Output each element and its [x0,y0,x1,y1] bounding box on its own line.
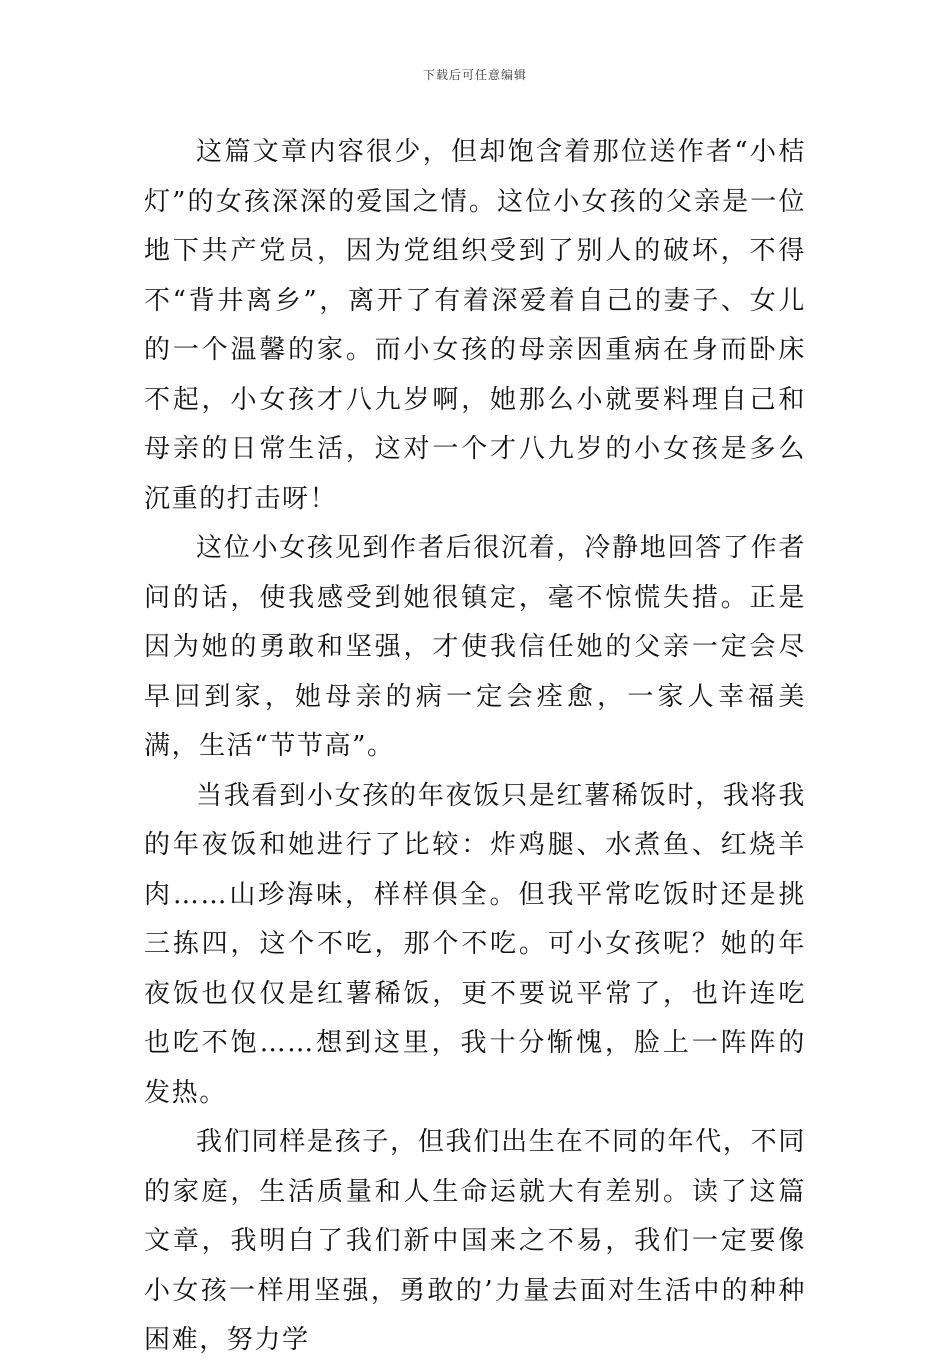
paragraph-4: 我们同样是孩子，但我们出生在不同的年代，不同的家庭，生活质量和人生命运就大有差别。读了这篇文章，我明白了我们新中国来之不易，我们一定要像小女孩一样用坚强，勇敢的’力量去面对生活中的种种困难，努力学 [144,1127,806,1355]
paragraph-1: 这篇文章内容很少，但却饱含着那位送作者“小桔灯”的女孩深深的爱国之情。这位小女孩的父亲是一位地下共产党员，因为党组织受到了别人的破坏，不得不“背井离乡”，离开了有着深爱着自己的妻子、女儿的一个温馨的家。而小女孩的母亲因重病在身而卧床不起，小女孩才八九岁啊，她那么小就要料理自己和母亲的日常生活，这对一个才八九岁的小女孩是多么沉重的打击呀！ [144,137,806,514]
paragraph-2: 这位小女孩见到作者后很沉着，冷静地回答了作者问的话，使我感受到她很镇定，毫不惊慌失措。正是因为她的勇敢和坚强，才使我信任她的父亲一定会尽早回到家，她母亲的病一定会痊愈，一家人幸福美满，生活“节节高”。 [144,533,806,761]
paragraph-3: 当我看到小女孩的年夜饭只是红薯稀饭时，我将我的年夜饭和她进行了比较：炸鸡腿、水煮鱼、红烧羊肉……山珍海味，样样俱全。但我平常吃饭时还是挑三拣四，这个不吃，那个不吃。可小女孩呢？她的年夜饭也仅仅是红薯稀饭，更不要说平常了，也许连吃也吃不饱……想到这里，我十分惭愧，脸上一阵阵的发热。 [144,780,806,1108]
page-header: 下载后可任意编辑 [422,68,527,82]
document-body [144,128,806,1366]
